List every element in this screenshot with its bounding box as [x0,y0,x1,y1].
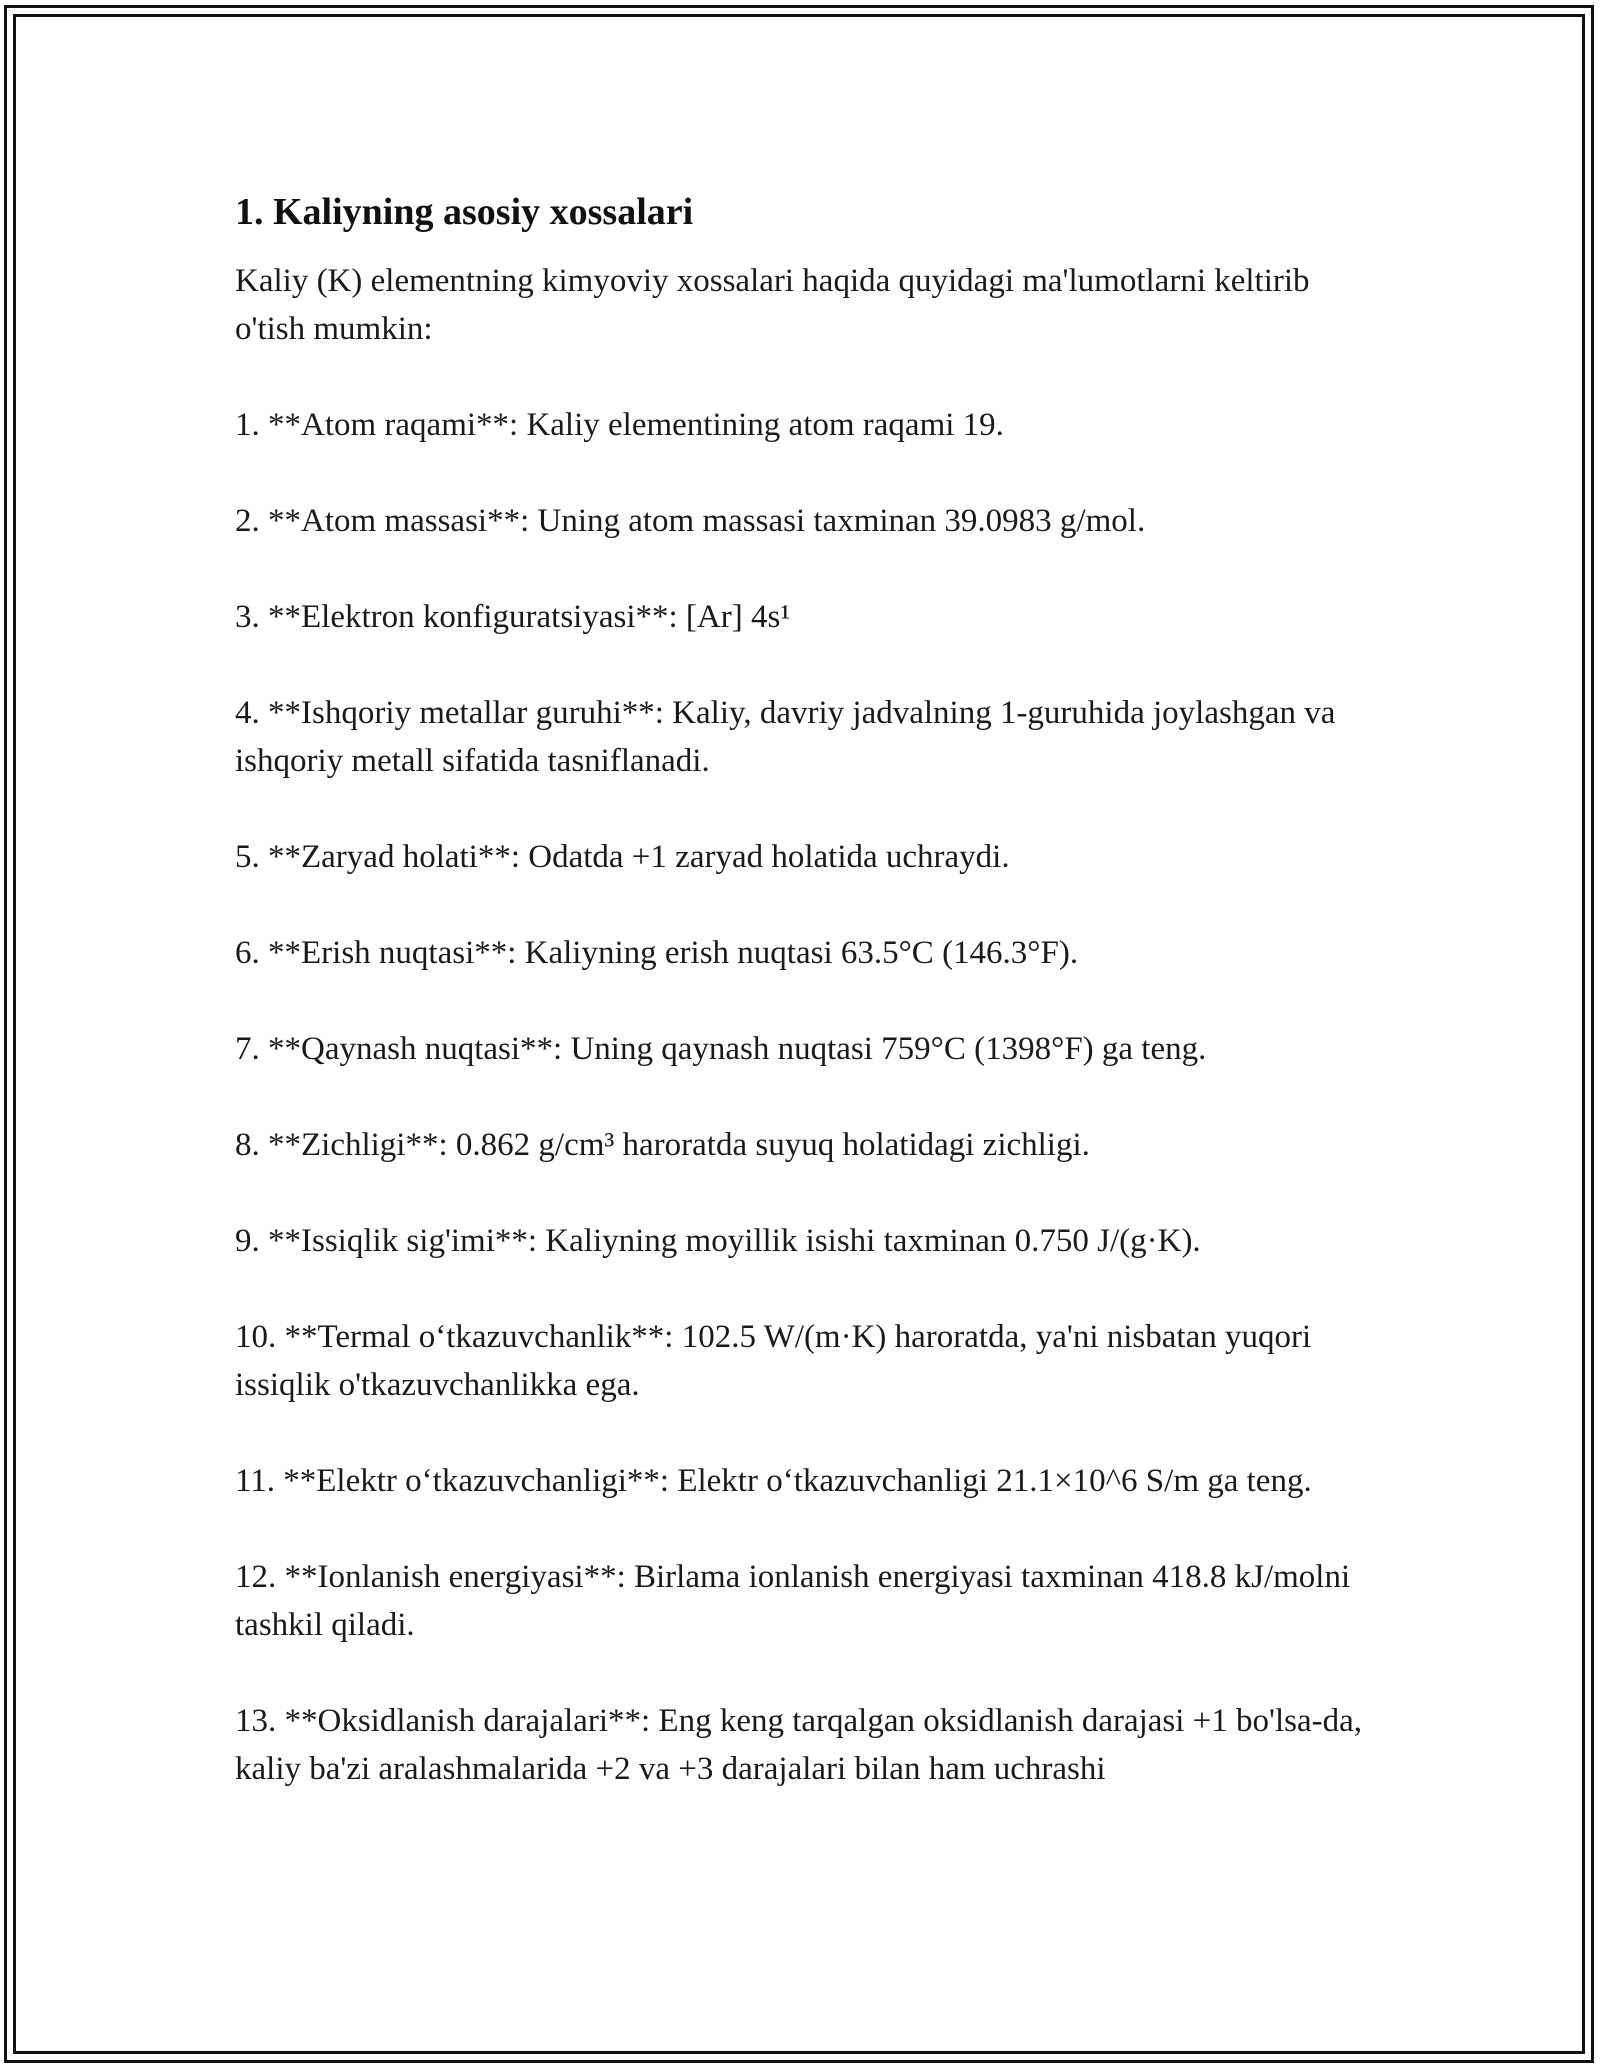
list-item-heat-capacity: 9. **Issiqlik sig'imi**: Kaliyning moyillik isishi taxminan 0.750 J/(g·K). [235,1223,1201,1259]
list-item-density: 8. **Zichligi**: 0.862 g/cm³ haroratda suyuq holatidagi zichligi. [235,1127,1090,1163]
list-item-atom-mass: 2. **Atom massasi**: Uning atom massasi taxminan 39.0983 g/mol. [235,503,1146,539]
list-item-ionization-energy: 12. **Ionlanish energiyasi**: Birlama ionlanish energiyasi taxminan 418.8 kJ/molni tashkil qiladi. [235,1559,1351,1643]
list-item-alkali-group: 4. **Ishqoriy metallar guruhi**: Kaliy, davriy jadvalning 1-guruhida joylashgan va ishqoriy metall sifatida tasniflanadi. [235,695,1336,779]
list-item-boiling-point: 7. **Qaynash nuqtasi**: Uning qaynash nuqtasi 759°C (1398°F) ga teng. [235,1031,1207,1067]
section-heading: 1. Kaliyning asosiy xossalari [235,191,694,233]
list-item-electrical-conductivity: 11. **Elektr o‘tkazuvchanligi**: Elektr o‘tkazuvchanligi 21.1×10^6 S/m ga teng. [235,1463,1312,1499]
intro-paragraph: Kaliy (K) elementning kimyoviy xossalari haqida quyidagi ma'lumotlarni keltirib o'tish mumkin: [235,263,1310,347]
list-item-thermal-conductivity: 10. **Termal o‘tkazuvchanlik**: 102.5 W/(m·K) haroratda, ya'ni nisbatan yuqori issiqlik o'tkazuvchanlikka ega. [235,1319,1312,1403]
list-item-melting-point: 6. **Erish nuqtasi**: Kaliyning erish nuqtasi 63.5°C (146.3°F). [235,935,1079,971]
list-item-atom-number: 1. **Atom raqami**: Kaliy elementining atom raqami 19. [235,407,1004,443]
list-item-electron-config: 3. **Elektron konfiguratsiyasi**: [Ar] 4s¹ [235,599,791,635]
document-body [235,180,1365,1841]
list-item-charge-state: 5. **Zaryad holati**: Odatda +1 zaryad holatida uchraydi. [235,839,1010,875]
list-item-oxidation-states: 13. **Oksidlanish darajalari**: Eng keng tarqalgan oksidlanish darajasi +1 bo'lsa-da, kaliy ba'zi aralashmalarida +2 va +3 darajalari bilan ham uchrashi [235,1703,1363,1787]
